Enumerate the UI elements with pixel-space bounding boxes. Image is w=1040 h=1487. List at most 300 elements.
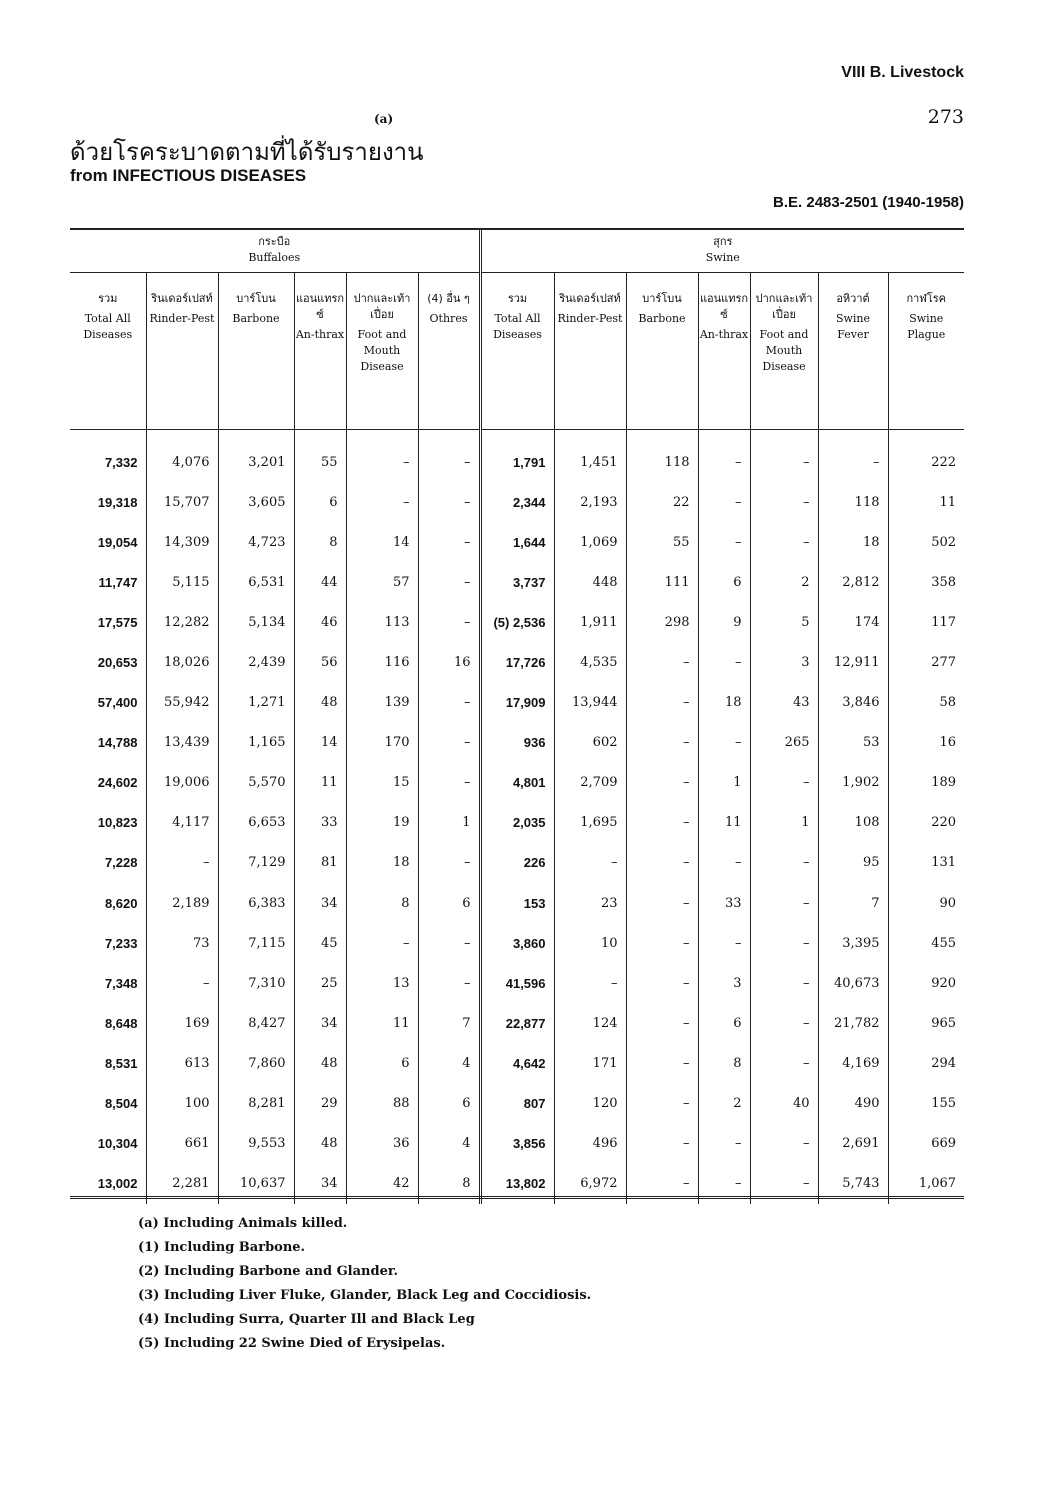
- table-cell: 14: [294, 723, 346, 763]
- table-cell: 6: [418, 1084, 480, 1124]
- col-buffalo-anthrax: [294, 273, 346, 430]
- table-cell: 57,400: [70, 683, 146, 723]
- table-cell: 7,332: [70, 442, 146, 482]
- table-row: [70, 562, 964, 602]
- col-buffalo-total: [70, 273, 146, 430]
- table-cell: 6,531: [218, 562, 294, 602]
- table-cell: 3,605: [218, 482, 294, 522]
- table-cell: –: [750, 883, 818, 923]
- table-cell: –: [698, 843, 750, 883]
- table-cell: –: [626, 843, 698, 883]
- header-spacer-row: [70, 430, 964, 443]
- table-cell: –: [418, 482, 480, 522]
- table-cell: 15: [346, 763, 418, 803]
- table-cell: 7,129: [218, 843, 294, 883]
- table-cell: 1,902: [818, 763, 888, 803]
- col-en: Foot and Mouth Disease: [357, 328, 407, 373]
- col-thai: กาฬโรค: [906, 292, 947, 305]
- col-en: Swine Plague: [907, 312, 946, 341]
- table-cell: 294: [931, 1055, 957, 1071]
- table-cell: 29: [294, 1084, 346, 1124]
- table-row: [70, 482, 964, 522]
- table-cell: 13,002: [70, 1164, 146, 1204]
- table-cell: –: [750, 522, 818, 562]
- table-cell: 40,673: [818, 963, 888, 1003]
- table-cell: 17,726: [480, 642, 554, 682]
- table-cell: 5,115: [146, 562, 218, 602]
- table-cell: –: [418, 442, 480, 482]
- table-cell: 1,067: [918, 1176, 957, 1192]
- table-cell: –: [698, 522, 750, 562]
- table-cell: 602: [554, 723, 626, 763]
- table-cell: 965: [931, 1015, 957, 1031]
- table-cell: 19,006: [146, 763, 218, 803]
- table-cell: –: [626, 803, 698, 843]
- table-cell: 1,165: [218, 723, 294, 763]
- table-cell: 8: [294, 522, 346, 562]
- table-cell: 3,846: [818, 683, 888, 723]
- table-cell: 17,909: [480, 683, 554, 723]
- col-thai: แอนแทรกซ์: [295, 292, 345, 321]
- table-cell: 5: [750, 602, 818, 642]
- table-cell: 13: [346, 963, 418, 1003]
- table-cell: 8,427: [218, 1003, 294, 1043]
- table-cell: 6: [698, 1003, 750, 1043]
- table-cell: 4,169: [818, 1043, 888, 1083]
- table-cell: 34: [294, 883, 346, 923]
- table-cell: 807: [480, 1084, 554, 1124]
- table-cell: 2,439: [218, 642, 294, 682]
- table-cell: 4,723: [218, 522, 294, 562]
- table-cell: 18: [698, 683, 750, 723]
- col-buffalo-foot-mouth: [346, 273, 418, 430]
- table-cell: 2,281: [146, 1164, 218, 1204]
- table-cell: –: [418, 602, 480, 642]
- table-cell: –: [626, 883, 698, 923]
- table-cell: 55: [626, 522, 698, 562]
- buffaloes-label: Buffaloes: [248, 251, 301, 264]
- table-cell: 2,035: [480, 803, 554, 843]
- table-cell: 58: [939, 695, 957, 711]
- table-row: [70, 1003, 964, 1043]
- table-cell: 12,911: [818, 642, 888, 682]
- table-cell: 10,304: [70, 1124, 146, 1164]
- table-cell: 124: [554, 1003, 626, 1043]
- table-cell: 118: [626, 442, 698, 482]
- table-cell: 14,788: [70, 723, 146, 763]
- table-row: [70, 923, 964, 963]
- table-cell: 6,653: [218, 803, 294, 843]
- table-cell: –: [698, 482, 750, 522]
- table-cell: –: [626, 763, 698, 803]
- table-cell: –: [626, 963, 698, 1003]
- table-cell: 45: [294, 923, 346, 963]
- table-cell: 5,743: [818, 1164, 888, 1204]
- col-thai: แอนแทรกซ์: [699, 292, 749, 321]
- table-cell: 111: [626, 562, 698, 602]
- col-thai: รินเดอร์เปสท์: [151, 292, 213, 305]
- footnote-5: (5) Including 22 Swine Died of Erysipelas.: [138, 1336, 446, 1351]
- section-header: VIII B. Livestock: [841, 64, 964, 81]
- table-cell: –: [698, 642, 750, 682]
- table-cell: 490: [818, 1084, 888, 1124]
- table-cell: 48: [294, 1124, 346, 1164]
- table-cell: –: [626, 923, 698, 963]
- table-cell: 120: [554, 1084, 626, 1124]
- table-cell: 11: [698, 803, 750, 843]
- table-cell: –: [750, 1124, 818, 1164]
- col-en: An-thrax: [699, 328, 749, 341]
- table-cell: 41,596: [480, 963, 554, 1003]
- table-cell: 11,747: [70, 562, 146, 602]
- table-cell: 155: [931, 1096, 957, 1112]
- table-cell: 8,620: [70, 883, 146, 923]
- table-cell: 11: [294, 763, 346, 803]
- table-cell: 277: [931, 655, 957, 671]
- table-cell: 4,801: [480, 763, 554, 803]
- table-cell: 8: [418, 1164, 480, 1204]
- table-cell: 33: [698, 883, 750, 923]
- table-row: [70, 883, 964, 923]
- table-cell: 90: [939, 895, 957, 911]
- table-cell: 48: [294, 683, 346, 723]
- table-cell: 73: [146, 923, 218, 963]
- table-cell: 265: [750, 723, 818, 763]
- table-cell: 448: [554, 562, 626, 602]
- col-en: Foot and Mouth Disease: [759, 328, 809, 373]
- table-cell: 189: [931, 775, 957, 791]
- swine-thai-label: สุกร: [713, 235, 733, 248]
- table-cell: 4,076: [146, 442, 218, 482]
- col-thai: ปากและเท้าเปื่อย: [755, 292, 813, 321]
- table-cell: 10: [554, 923, 626, 963]
- table-cell: –: [750, 763, 818, 803]
- footnote-2: (2) Including Barbone and Glander.: [138, 1264, 399, 1279]
- table-cell: 3,737: [480, 562, 554, 602]
- table-cell: 169: [146, 1003, 218, 1043]
- table-cell: –: [346, 442, 418, 482]
- table-cell: 3: [698, 963, 750, 1003]
- table-cell: 455: [931, 935, 957, 951]
- table-cell: 1,911: [554, 602, 626, 642]
- table-cell: 16: [418, 642, 480, 682]
- table-cell: –: [750, 442, 818, 482]
- table-cell: 661: [146, 1124, 218, 1164]
- table-cell: 9,553: [218, 1124, 294, 1164]
- table-cell: 6,972: [554, 1164, 626, 1204]
- table-cell: –: [698, 1124, 750, 1164]
- table-cell: –: [698, 442, 750, 482]
- table-cell: –: [750, 1003, 818, 1043]
- table-cell: 131: [931, 855, 957, 871]
- table-cell: 13,439: [146, 723, 218, 763]
- table-cell: 42: [346, 1164, 418, 1204]
- table-cell: 7,233: [70, 923, 146, 963]
- table-cell: 113: [346, 602, 418, 642]
- table-cell: 13,944: [554, 683, 626, 723]
- table-cell: –: [698, 923, 750, 963]
- table-cell: 2,709: [554, 763, 626, 803]
- table-cell: 1,644: [480, 522, 554, 562]
- table-cell: 21,782: [818, 1003, 888, 1043]
- table-cell: 88: [346, 1084, 418, 1124]
- page-number: 273: [927, 106, 964, 128]
- table-cell: 22: [626, 482, 698, 522]
- table-cell: 10,637: [218, 1164, 294, 1204]
- table-row: [70, 642, 964, 682]
- table-row: [70, 1084, 964, 1124]
- table-cell: 44: [294, 562, 346, 602]
- table-cell: 222: [931, 454, 957, 470]
- table-cell: 8: [698, 1043, 750, 1083]
- table-cell: 11: [346, 1003, 418, 1043]
- table-cell: –: [418, 723, 480, 763]
- table-cell: 174: [818, 602, 888, 642]
- table-cell: –: [418, 522, 480, 562]
- table-cell: 3,860: [480, 923, 554, 963]
- col-thai: บาร์โบน: [236, 292, 276, 305]
- table-cell: 11: [939, 494, 957, 510]
- table-cell: 55,942: [146, 683, 218, 723]
- table-cell: –: [698, 723, 750, 763]
- table-cell: 19,318: [70, 482, 146, 522]
- table-cell: 5,570: [218, 763, 294, 803]
- table-cell: 6: [294, 482, 346, 522]
- table-cell: 15,707: [146, 482, 218, 522]
- table-cell: 43: [750, 683, 818, 723]
- table-cell: 139: [346, 683, 418, 723]
- table-cell: 100: [146, 1084, 218, 1124]
- table-cell: –: [626, 1084, 698, 1124]
- table-cell: –: [626, 1003, 698, 1043]
- swine-label: Swine: [705, 251, 740, 264]
- table-cell: 3,395: [818, 923, 888, 963]
- table-cell: 3,856: [480, 1124, 554, 1164]
- table-cell: 8,648: [70, 1003, 146, 1043]
- table-cell: –: [626, 1043, 698, 1083]
- table-cell: 2,812: [818, 562, 888, 602]
- table-cell: 7,860: [218, 1043, 294, 1083]
- table-cell: –: [626, 1164, 698, 1204]
- table-row: [70, 763, 964, 803]
- col-thai: รวม: [507, 292, 528, 305]
- table-cell: 1,069: [554, 522, 626, 562]
- table-row: [70, 602, 964, 642]
- table-cell: 116: [346, 642, 418, 682]
- table-cell: 8,504: [70, 1084, 146, 1124]
- table-cell: 1,695: [554, 803, 626, 843]
- table-cell: 298: [626, 602, 698, 642]
- table-cell: 56: [294, 642, 346, 682]
- table-cell: 3,201: [218, 442, 294, 482]
- table-cell: 7: [418, 1003, 480, 1043]
- swine-group-header: [480, 228, 964, 273]
- table-cell: (5) 2,536: [480, 602, 554, 642]
- table-row: [70, 1043, 964, 1083]
- table-cell: 4,642: [480, 1043, 554, 1083]
- table-cell: 18: [346, 843, 418, 883]
- col-thai: ปากและเท้าเปื่อย: [353, 292, 411, 321]
- table-cell: 6: [418, 883, 480, 923]
- col-thai: บาร์โบน: [642, 292, 682, 305]
- table-cell: 25: [294, 963, 346, 1003]
- table-cell: 4,535: [554, 642, 626, 682]
- table-cell: 117: [931, 614, 957, 630]
- table-cell: 14,309: [146, 522, 218, 562]
- footnote-1: (1) Including Barbone.: [138, 1240, 306, 1255]
- table-cell: 19,054: [70, 522, 146, 562]
- col-buffalo-rinderpest: [146, 273, 218, 430]
- col-swine-barbone: [626, 273, 698, 430]
- col-thai: (4) อื่น ๆ: [427, 292, 470, 305]
- table-cell: 108: [818, 803, 888, 843]
- table-cell: –: [418, 963, 480, 1003]
- table-cell: 55: [294, 442, 346, 482]
- table-cell: 46: [294, 602, 346, 642]
- table-cell: 2,344: [480, 482, 554, 522]
- table-cell: –: [750, 1043, 818, 1083]
- table-cell: 4: [418, 1124, 480, 1164]
- col-en: Othres: [429, 312, 468, 325]
- table-cell: –: [418, 683, 480, 723]
- table-cell: 7,228: [70, 843, 146, 883]
- table-cell: 18,026: [146, 642, 218, 682]
- col-en: Total All Diseases: [83, 312, 133, 341]
- table-cell: 36: [346, 1124, 418, 1164]
- table-cell: –: [554, 843, 626, 883]
- col-swine-total: [480, 273, 554, 430]
- table-cell: 7: [818, 883, 888, 923]
- disease-table: [70, 228, 964, 1204]
- table-cell: 22,877: [480, 1003, 554, 1043]
- table-row: [70, 1124, 964, 1164]
- table-cell: 153: [480, 883, 554, 923]
- buffaloes-group-header: [70, 228, 480, 273]
- table-cell: 53: [818, 723, 888, 763]
- col-swine-anthrax: [698, 273, 750, 430]
- table-cell: –: [626, 683, 698, 723]
- table-cell: 34: [294, 1164, 346, 1204]
- table-cell: 33: [294, 803, 346, 843]
- table-cell: –: [146, 843, 218, 883]
- col-en: An-thrax: [295, 328, 345, 341]
- table-cell: 496: [554, 1124, 626, 1164]
- col-buffalo-others: [418, 273, 480, 430]
- table-cell: –: [418, 923, 480, 963]
- table-cell: 118: [818, 482, 888, 522]
- table-cell: 6: [698, 562, 750, 602]
- table-cell: –: [626, 642, 698, 682]
- thai-title: ด้วยโรคระบาดตามที่ได้รับรายงาน: [70, 138, 424, 166]
- table-cell: 9: [698, 602, 750, 642]
- table-cell: –: [818, 442, 888, 482]
- table-cell: 669: [931, 1136, 957, 1152]
- english-title: from INFECTIOUS DISEASES: [70, 166, 307, 185]
- table-row: [70, 843, 964, 883]
- col-en: Barbone: [232, 312, 280, 325]
- table-cell: –: [146, 963, 218, 1003]
- table-cell: 8: [346, 883, 418, 923]
- table-cell: 14: [346, 522, 418, 562]
- table-cell: 2: [750, 562, 818, 602]
- table-cell: 1,791: [480, 442, 554, 482]
- table-cell: 6,383: [218, 883, 294, 923]
- table-cell: 936: [480, 723, 554, 763]
- col-en: Rinder-Pest: [149, 312, 215, 325]
- col-thai: รวม: [98, 292, 118, 305]
- table-cell: 2,193: [554, 482, 626, 522]
- col-swine-plague: [888, 273, 964, 430]
- col-swine-foot-mouth: [750, 273, 818, 430]
- table-cell: –: [750, 963, 818, 1003]
- table-cell: 220: [931, 815, 957, 831]
- table-cell: –: [418, 562, 480, 602]
- table-cell: 1,451: [554, 442, 626, 482]
- table-cell: 10,823: [70, 803, 146, 843]
- table-cell: 1: [750, 803, 818, 843]
- table-cell: 81: [294, 843, 346, 883]
- table-cell: 12,282: [146, 602, 218, 642]
- table-cell: 20,653: [70, 642, 146, 682]
- table-cell: 1,271: [218, 683, 294, 723]
- col-swine-fever: [818, 273, 888, 430]
- table-cell: 5,134: [218, 602, 294, 642]
- table-cell: 7,310: [218, 963, 294, 1003]
- table-cell: 171: [554, 1043, 626, 1083]
- table-bottom-rule: [70, 1196, 964, 1199]
- footnotes: [138, 1212, 591, 1356]
- table-cell: 24,602: [70, 763, 146, 803]
- table-cell: –: [626, 723, 698, 763]
- table-cell: –: [698, 1164, 750, 1204]
- footnote-4: (4) Including Surra, Quarter Ill and Black Leg: [138, 1312, 475, 1327]
- table-cell: 2,189: [146, 883, 218, 923]
- col-en: Swine Fever: [835, 312, 871, 341]
- table-cell: 3: [750, 642, 818, 682]
- table-row: [70, 963, 964, 1003]
- table-row: [70, 723, 964, 763]
- table-cell: 170: [346, 723, 418, 763]
- table-cell: 2,691: [818, 1124, 888, 1164]
- table-cell: –: [626, 1124, 698, 1164]
- table-cell: 7,115: [218, 923, 294, 963]
- col-buffalo-barbone: [218, 273, 294, 430]
- title-note-mark: (a): [374, 112, 394, 126]
- table-cell: 226: [480, 843, 554, 883]
- table-cell: 48: [294, 1043, 346, 1083]
- col-en: Total All Diseases: [493, 312, 542, 341]
- table-cell: 57: [346, 562, 418, 602]
- table-cell: –: [750, 923, 818, 963]
- table-cell: 4: [418, 1043, 480, 1083]
- table-cell: –: [554, 963, 626, 1003]
- table-cell: 17,575: [70, 602, 146, 642]
- table-cell: –: [750, 843, 818, 883]
- table-cell: 23: [554, 883, 626, 923]
- table-row: [70, 683, 964, 723]
- table-body: [70, 442, 964, 1204]
- col-swine-rinderpest: [554, 273, 626, 430]
- col-thai: รินเดอร์เปสท์: [559, 292, 621, 305]
- footnote-3: (3) Including Liver Fluke, Glander, Black Leg and Coccidiosis.: [138, 1288, 592, 1303]
- col-en: Barbone: [638, 312, 686, 325]
- table-cell: 2: [698, 1084, 750, 1124]
- table-cell: 8,281: [218, 1084, 294, 1124]
- table-cell: 34: [294, 1003, 346, 1043]
- table-cell: –: [346, 482, 418, 522]
- table-cell: 358: [931, 574, 957, 590]
- table-cell: 4,117: [146, 803, 218, 843]
